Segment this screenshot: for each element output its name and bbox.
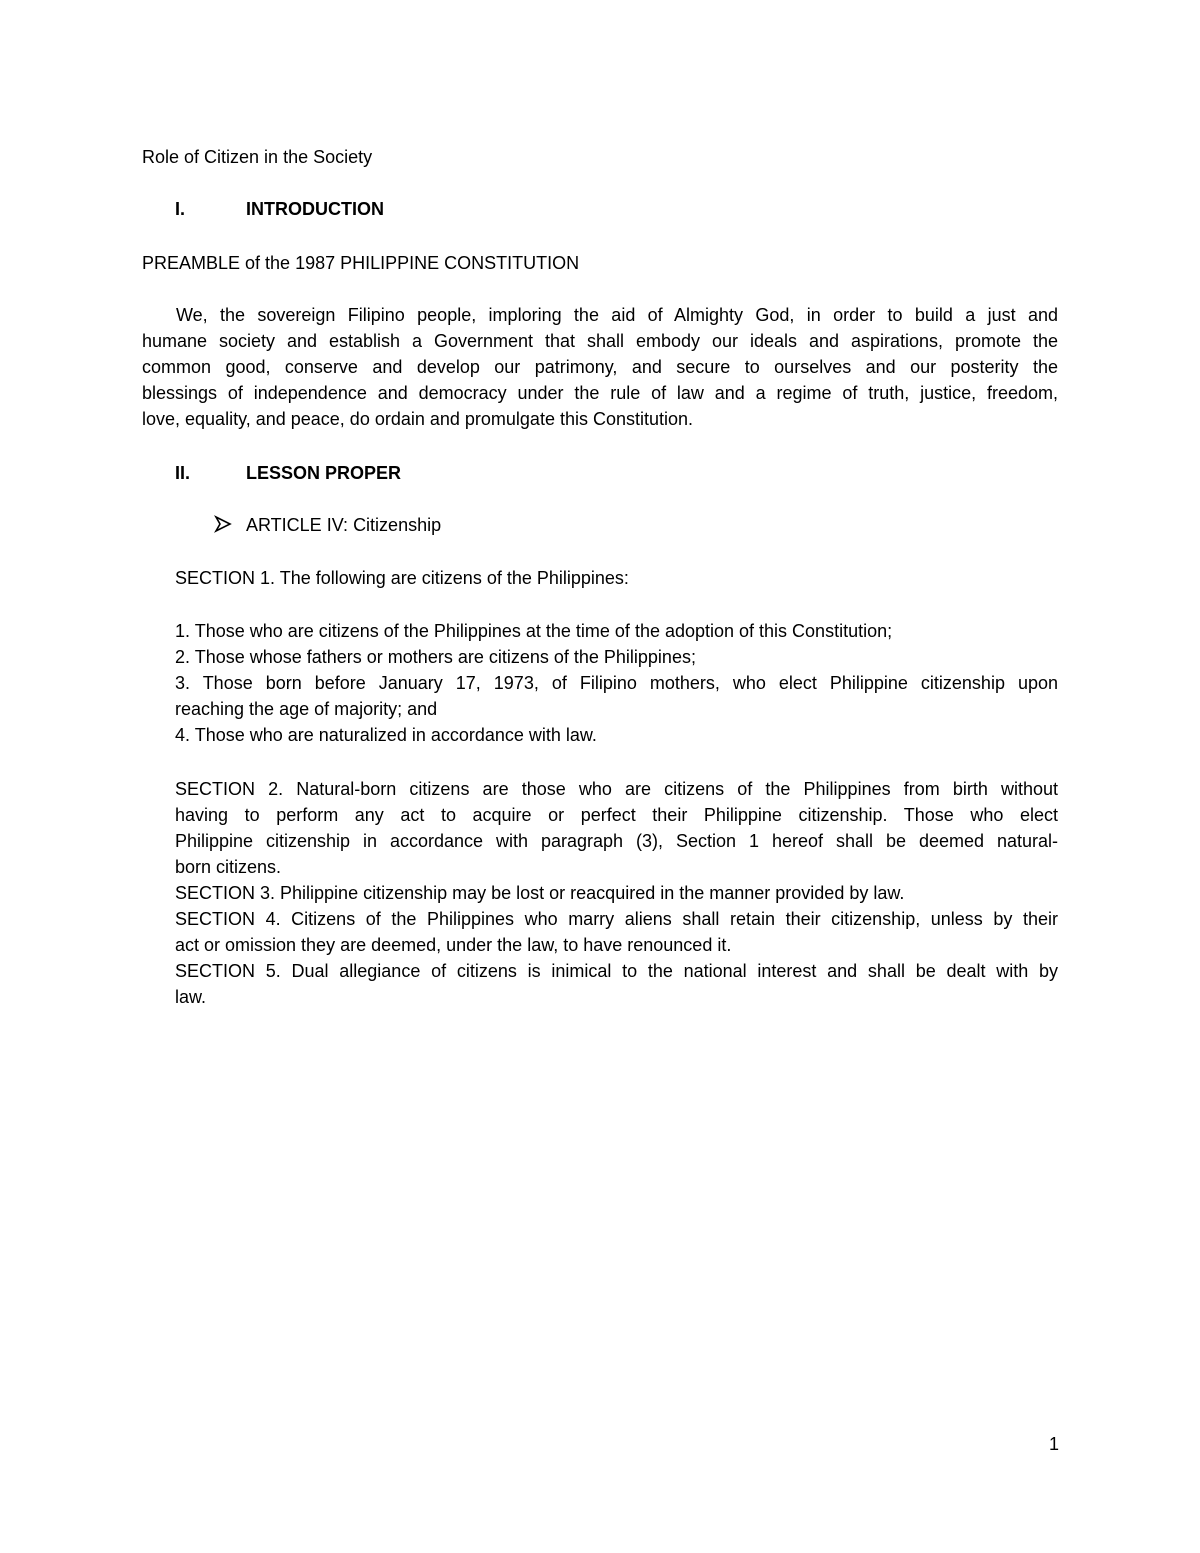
section4-line: SECTION 4. Citizens of the Philippines who marry aliens shall retain their citizenship, unless by their [175, 909, 1058, 929]
section1-intro [175, 567, 629, 589]
list-item [175, 722, 1058, 748]
preamble-paragraph [142, 302, 1058, 432]
preamble-heading: PREAMBLE of the 1987 PHILIPPINE CONSTITUTION [142, 253, 580, 273]
article-label: ARTICLE IV: [246, 515, 349, 535]
section-two-numeral: II. [175, 463, 191, 483]
list-item-number: 1. [175, 621, 191, 641]
list-item-text: Those born before January 17, 1973, of Filipino mothers, who elect Philippine citizenship upon [202, 673, 1058, 693]
list-item-text: Those whose fathers or mothers are citizens of the Philippines; [194, 647, 696, 667]
preamble-line: love, equality, and peace, do ordain and promulgate this Constitution. [142, 409, 694, 429]
section4-line: act or omission they are deemed, under the law, to have renounced it. [175, 935, 732, 955]
preamble-line: We, the sovereign Filipino people, imploring the aid of Almighty God, in order to build a just and [176, 305, 1058, 325]
list-item [175, 670, 1058, 696]
section1-text: The following are citizens of the Philippines: [279, 568, 629, 588]
section2-line: SECTION 2. Natural-born citizens are those who are citizens of the Philippines from birth without [175, 779, 1058, 799]
list-item [175, 618, 1058, 644]
list-item-number: 3. [175, 673, 191, 693]
page-number: 1 [1049, 1434, 1060, 1454]
article-heading [246, 514, 441, 536]
preamble-line: blessings of independence and democracy under the rule of law and a regime of truth, justice, freedom, [142, 383, 1058, 403]
list-item-continuation: reaching the age of majority; and [175, 699, 438, 719]
list-item [175, 644, 1058, 670]
list-item-number: 4. [175, 725, 191, 745]
preamble-line: common good, conserve and develop our patrimony, and secure to ourselves and our posterity the [142, 357, 1058, 377]
section5-line: SECTION 5. Dual allegiance of citizens is inimical to the national interest and shall be dealt with by [175, 961, 1058, 981]
list-item-text: Those who are naturalized in accordance with law. [194, 725, 597, 745]
section2-line: Philippine citizenship in accordance with paragraph (3), Section 1 hereof shall be deemed natural- [175, 831, 1058, 851]
section5-line: law. [175, 987, 207, 1007]
section-one-heading: INTRODUCTION [246, 199, 384, 219]
document-title: Role of Citizen in the Society [142, 147, 373, 167]
list-item-text: Those who are citizens of the Philippines at the time of the adoption of this Constitution; [194, 621, 893, 641]
section2-line: born citizens. [175, 857, 282, 877]
section-one-numeral: I. [175, 199, 186, 219]
section2-line: having to perform any act to acquire or perfect their Philippine citizenship. Those who elect [175, 805, 1058, 825]
section3-line: SECTION 3. Philippine citizenship may be lost or reacquired in the manner provided by law. [175, 883, 905, 903]
sections-block [175, 776, 1058, 1010]
section1-list [175, 618, 1058, 748]
section1-label: SECTION 1. [175, 568, 276, 588]
article-title: Citizenship [353, 515, 442, 535]
preamble-line: humane society and establish a Government that shall embody our ideals and aspirations, promote the [142, 331, 1058, 351]
list-item-number: 2. [175, 647, 191, 667]
arrow-bullet-icon [214, 515, 232, 533]
section-two-heading: LESSON PROPER [246, 463, 402, 483]
